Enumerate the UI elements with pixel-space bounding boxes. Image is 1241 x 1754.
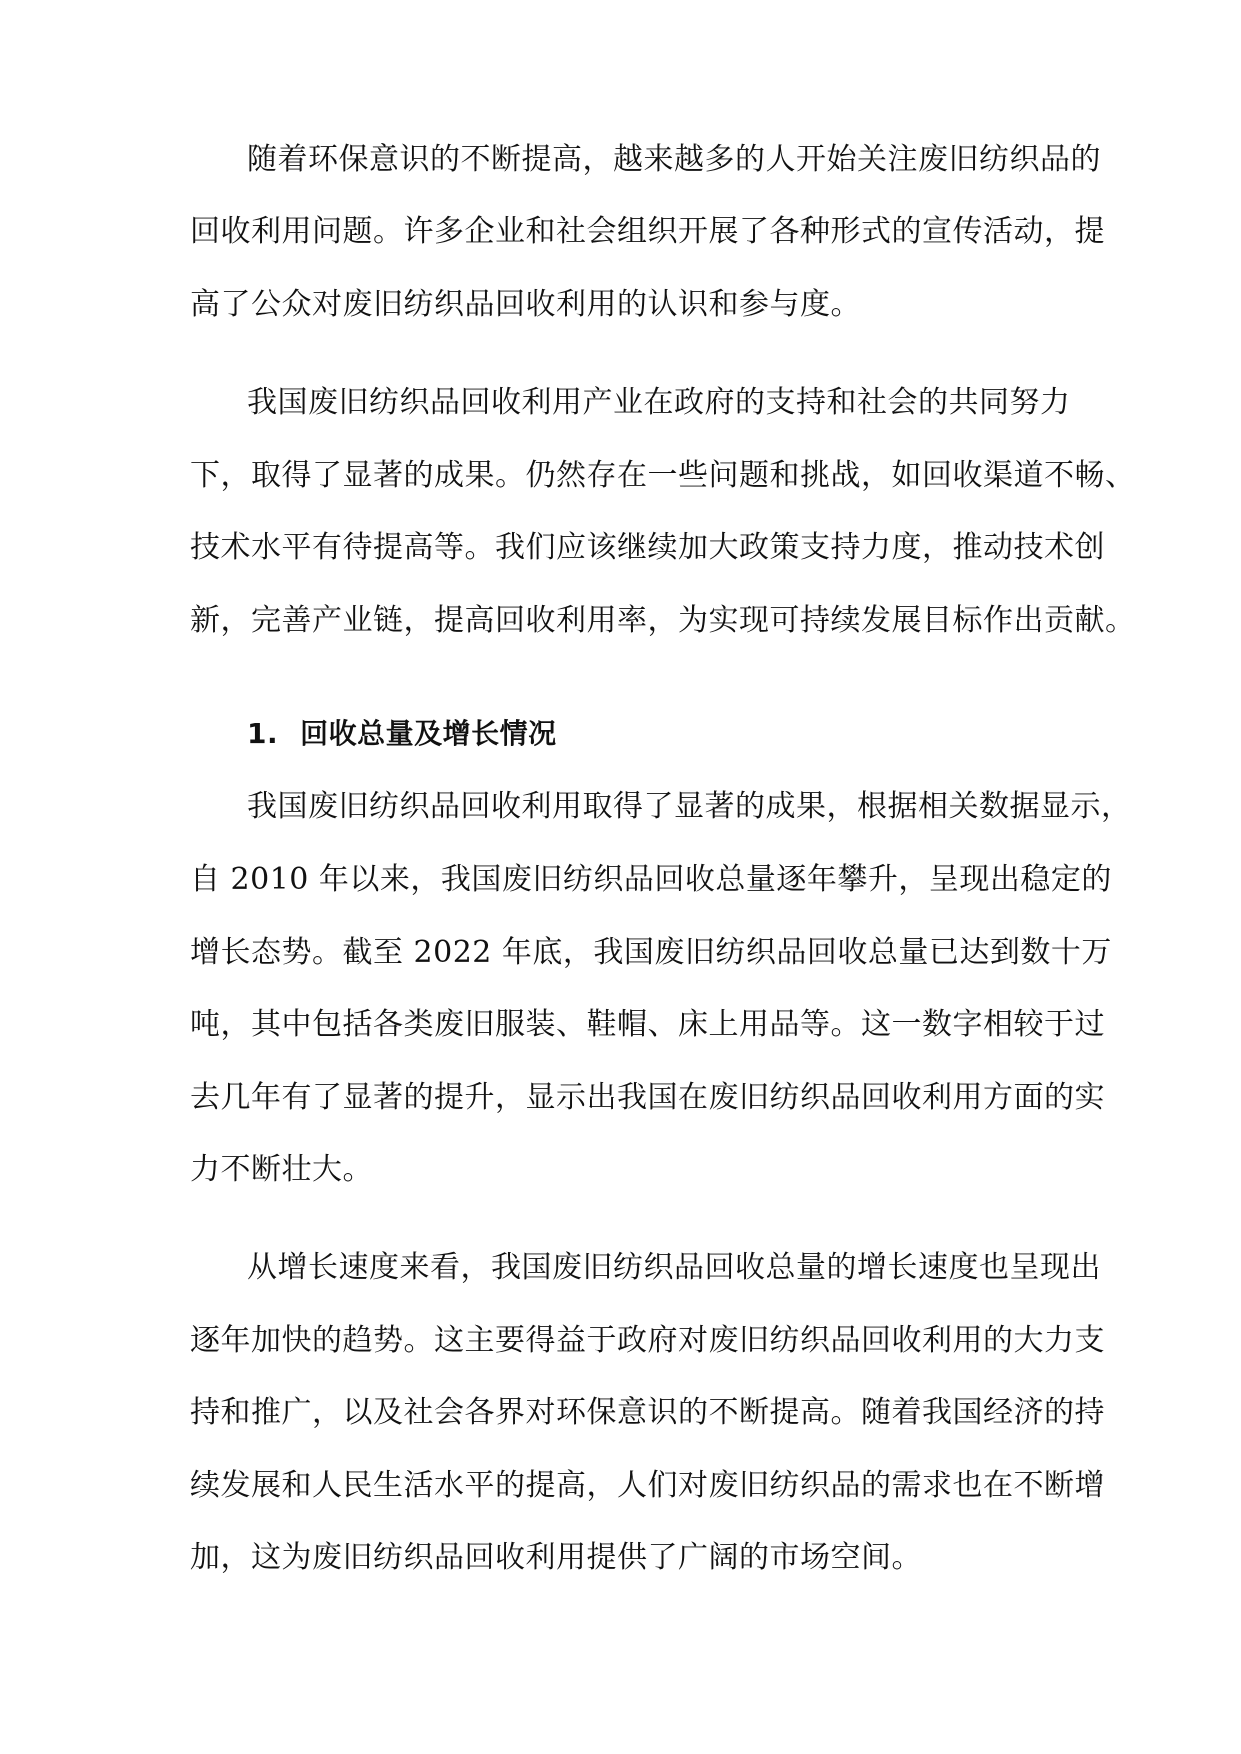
- paragraph-3-line-1: 我国废旧纺织品回收利用取得了显著的成果，根据相关数据显示，: [247, 789, 1132, 824]
- paragraph-2-line-2: 下，取得了显著的成果。仍然存在一些问题和挑战，如回收渠道不畅、: [190, 458, 1136, 493]
- paragraph-3-line-2: 自 2010 年以来，我国废旧纺织品回收总量逐年攀升，呈现出稳定的: [190, 862, 1112, 897]
- section-title: 回收总量及增长情况: [300, 717, 557, 750]
- paragraph-4-line-1: 从增长速度来看，我国废旧纺织品回收总量的增长速度也呈现出: [247, 1250, 1101, 1285]
- paragraph-2-line-1: 我国废旧纺织品回收利用产业在政府的支持和社会的共同努力: [247, 385, 1071, 420]
- paragraph-3-line-6: 力不断壮大。: [190, 1152, 373, 1187]
- paragraph-3-line-4: 吨，其中包括各类废旧服装、鞋帽、床上用品等。这一数字相较于过: [190, 1007, 1105, 1042]
- paragraph-4-line-4: 续发展和人民生活水平的提高，人们对废旧纺织品的需求也在不断增: [190, 1468, 1105, 1503]
- paragraph-4-line-2: 逐年加快的趋势。这主要得益于政府对废旧纺织品回收利用的大力支: [190, 1323, 1105, 1358]
- paragraph-2-line-3: 技术水平有待提高等。我们应该继续加大政策支持力度，推动技术创: [190, 530, 1105, 565]
- paragraph-4-line-5: 加，这为废旧纺织品回收利用提供了广阔的市场空间。: [190, 1540, 922, 1575]
- paragraph-1-line-2: 回收利用问题。许多企业和社会组织开展了各种形式的宣传活动，提: [190, 214, 1105, 249]
- paragraph-2-line-4: 新，完善产业链，提高回收利用率，为实现可持续发展目标作出贡献。: [190, 603, 1136, 638]
- paragraph-3-line-5: 去几年有了显著的提升，显示出我国在废旧纺织品回收利用方面的实: [190, 1080, 1105, 1115]
- paragraph-3-line-3: 增长态势。截至 2022 年底，我国废旧纺织品回收总量已达到数十万: [190, 935, 1112, 970]
- section-heading: [247, 714, 557, 754]
- section-number: 1.: [247, 717, 279, 750]
- paragraph-4-line-3: 持和推广，以及社会各界对环保意识的不断提高。随着我国经济的持: [190, 1395, 1105, 1430]
- paragraph-1-line-3: 高了公众对废旧纺织品回收利用的认识和参与度。: [190, 287, 861, 322]
- paragraph-1-line-1: 随着环保意识的不断提高，越来越多的人开始关注废旧纺织品的: [247, 142, 1101, 177]
